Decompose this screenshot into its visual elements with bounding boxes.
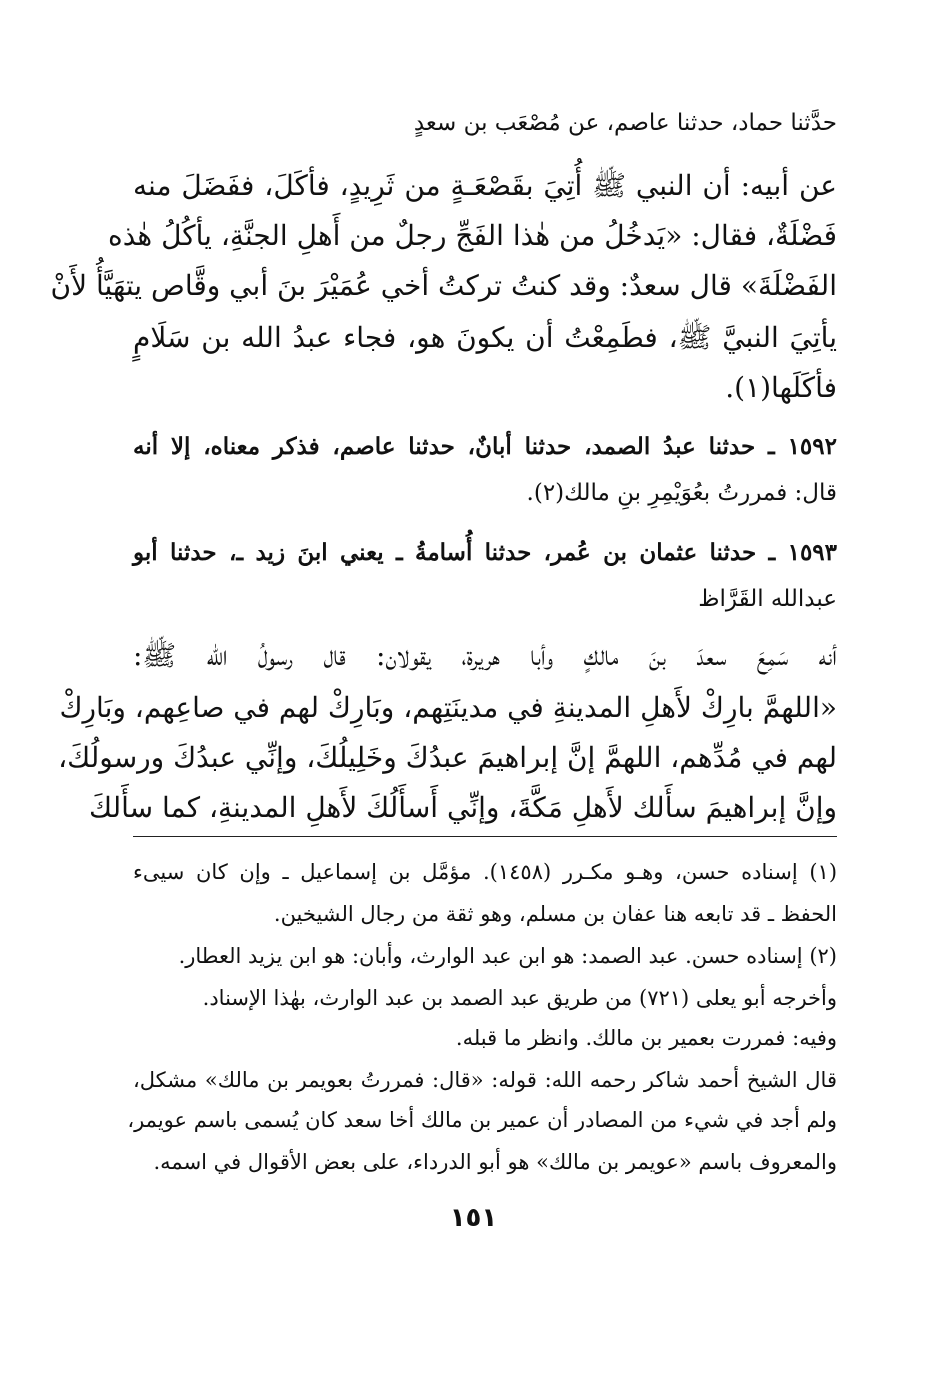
footnote-divider — [133, 836, 837, 837]
footnote-2-line-3: وفيه: فمررت بعمير بن مالك. وانظر ما قبله. — [455, 1026, 837, 1050]
matn-line-3: الفَضْلَةَ» قال سعدٌ: وقد كنتُ تركتُ أخي عُمَيْرَ بنَ أبي وقَّاص يتهَيَّأُ لأَنْ — [50, 269, 837, 302]
footnote-2-line-4: قال الشيخ أحمد شاكر رحمه الله: قوله: «قال: فمررتُ بعويمر بن مالك» مشكل، — [133, 1068, 837, 1092]
page-number: ١٥١ — [449, 1203, 498, 1233]
hadith-1593-isnad-line-2: عبدالله القَرَّاظ — [698, 586, 837, 612]
hadith-1593-matn-line-2: «اللهمَّ بارِكْ لأَهلِ المدينةِ في مدينَتِهم، وبَارِكْ لهم في صاعِهم، وبَارِكْ — [59, 691, 837, 724]
isnad-line: حدَّثنا حماد، حدثنا عاصم، عن مُصْعَب بن سعدٍ — [413, 110, 837, 136]
footnote-2-line-1: (٢) إسناده حسن. عبد الصمد: هو ابن عبد الوارث، وأبان: هو ابن يزيد العطار. — [178, 944, 837, 968]
matn-line-4: يأتِيَ النبيَّ ﷺ، فطَمِعْتُ أن يكونَ هو، فجاء عبدُ الله بن سَلَامٍ — [133, 321, 837, 354]
footnote-2-line-6: والمعروف باسم «عويمر بن مالك» هو أبو الدرداء، على بعض الأقوال في اسمه. — [153, 1150, 837, 1174]
hadith-1593-matn-line-1: أنه سَمِعَ سعدَ بنَ مالكٍ وأبا هريرة، يقولان: قال رسولُ الله ﷺ: — [133, 639, 837, 672]
footnote-2-line-2: وأخرجه أبو يعلى (٧٢١) من طريق عبد الصمد بن عبد الوارث، بهٰذا الإسناد. — [202, 986, 837, 1010]
matn-line-2: فَضْلَةٌ، فقال: «يَدخُلُ من هٰذا الفَجِّ رجلٌ من أَهلِ الجنَّةِ، يأكُلُ هٰذه — [108, 219, 837, 252]
footnote-1-line-1: (١) إسناده حسن، وهـو مكـرر (١٤٥٨). مؤمَّل بن إسماعيل ـ وإن كان سيىء — [133, 860, 838, 884]
hadith-1592-line-1: ١٥٩٢ ـ حدثنا عبدُ الصمد، حدثنا أبانٌ، حدثنا عاصم، فذكر معناه، إلا أنه — [133, 433, 837, 460]
matn-line-1: عن أبيه: أن النبي ﷺ أُتِيَ بقَصْعَـةٍ من ثَرِيدٍ، فأكَلَ، ففَضَلَ منه — [133, 169, 837, 202]
hadith-1593-isnad-line-1: ١٥٩٣ ـ حدثنا عثمان بن عُمر، حدثنا أُسامةُ ـ يعني ابنَ زيد ـ، حدثنا أبو — [133, 539, 838, 566]
hadith-1593-matn-line-3: لهم في مُدِّهم، اللهمَّ إنَّ إبراهيمَ عبدُكَ وخَلِيلُكَ، وإنِّي عبدُكَ ورسولُكَ، — [58, 741, 837, 774]
hadith-1593-matn-line-4: وإنَّ إبراهيمَ سأَلك لأَهلِ مَكَّةَ، وإنِّي أَسأَلُكَ لأَهلِ المدينةِ، كما سأَلكَ — [88, 791, 837, 824]
footnote-2-line-5: ولم أجد في شيء من المصادر أن عمير بن مالك أخا سعد كان يُسمى باسم عويمر، — [127, 1108, 837, 1132]
footnote-1-line-2: الحفظ ـ قد تابعه هنا عفان بن مسلم، وهو ثقة من رجال الشيخين. — [273, 902, 837, 926]
hadith-1592-line-2: قال: فمررتُ بعُوَيْمِرِ بنِ مالك(٢). — [526, 480, 837, 506]
matn-line-5: فأكَلَها(١). — [725, 371, 837, 404]
